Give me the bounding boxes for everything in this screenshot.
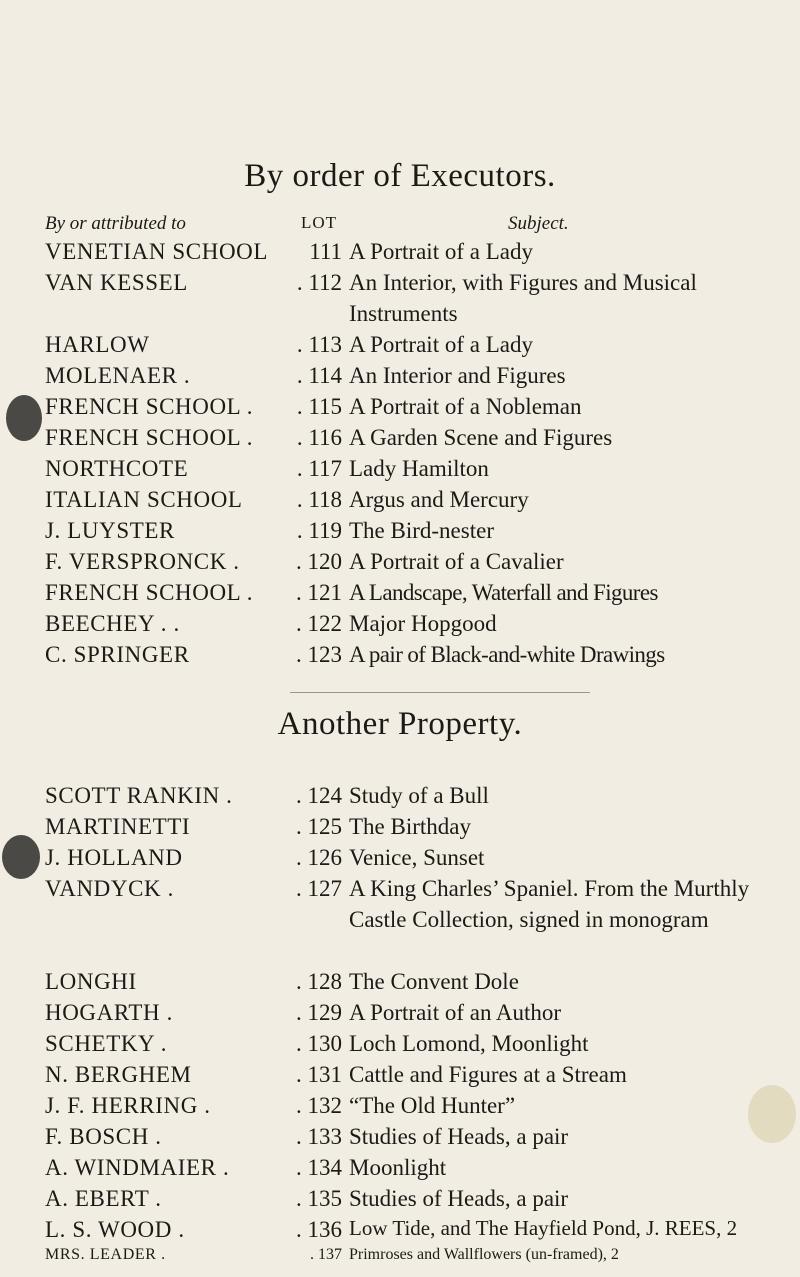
artist-name: F. BOSCH . — [45, 1124, 162, 1149]
subject-text: Low Tide, and The Hayfield Pond, J. REES, 2 — [349, 1216, 738, 1240]
artist-name: LONGHI — [45, 969, 137, 994]
artist-name: FRENCH SCHOOL . — [45, 580, 254, 605]
lot-number: . 136 — [296, 1217, 342, 1242]
subject-text: An Interior, with Figures and Musical Instruments — [349, 270, 697, 326]
column-header-subject: Subject. — [508, 213, 569, 234]
artist-name: VANDYCK . — [45, 876, 174, 901]
artist-name: F. VERSPRONCK . — [45, 549, 240, 574]
artist-name: NORTHCOTE — [45, 456, 189, 481]
subject-text: Lady Hamilton — [349, 456, 489, 481]
artist-name: BEECHEY . . — [45, 611, 180, 636]
subject-text: A King Charles’ Spaniel. From the Murthly Castle Collection, signed in monogram — [349, 876, 750, 932]
subject-text: A Garden Scene and Figures — [349, 425, 613, 450]
artist-name: J. LUYSTER — [45, 518, 175, 543]
artist-name: MOLENAER . — [45, 363, 191, 388]
lot-number: . 137 — [310, 1246, 342, 1263]
lot-number: . 115 — [296, 394, 342, 419]
subject-text: Primroses and Wallflowers (un-framed), 2 — [349, 1246, 619, 1263]
lot-number: . 116 — [296, 425, 342, 450]
subject-text: Argus and Mercury — [349, 487, 529, 512]
artist-name: MRS. LEADER . — [45, 1246, 166, 1263]
artist-name: A. EBERT . — [45, 1186, 162, 1211]
artist-name: VENETIAN SCHOOL — [45, 239, 269, 264]
lot-number: . 134 — [296, 1155, 342, 1180]
paper-stain — [2, 835, 40, 879]
artist-name: L. S. WOOD . — [45, 1217, 185, 1242]
section-heading: Another Property. — [277, 706, 523, 742]
subject-text: “The Old Hunter” — [349, 1093, 516, 1118]
artist-name: C. SPRINGER — [45, 642, 190, 667]
lot-number: . 122 — [296, 611, 342, 636]
subject-text: Studies of Heads, a pair — [349, 1124, 569, 1149]
artist-name: ITALIAN SCHOOL — [45, 487, 243, 512]
paper-stain — [6, 395, 42, 441]
lot-number: . 114 — [296, 363, 342, 388]
lot-number: . 131 — [296, 1062, 342, 1087]
subject-text: A Portrait of an Author — [349, 1000, 562, 1025]
subject-text: The Bird-nester — [349, 518, 494, 543]
artist-name: HARLOW — [45, 332, 150, 357]
lot-number: . 121 — [296, 580, 342, 605]
artist-name: J. HOLLAND — [45, 845, 183, 870]
subject-text: A Landscape, Waterfall and Figures — [349, 580, 658, 605]
artist-name: VAN KESSEL — [45, 270, 188, 295]
lot-number: . 127 — [296, 876, 342, 901]
lot-number: . 129 — [296, 1000, 342, 1025]
subject-text: An Interior and Figures — [349, 363, 566, 388]
subject-text: The Convent Dole — [349, 969, 519, 994]
subject-text: A Portrait of a Lady — [349, 239, 533, 264]
lot-number: . 120 — [296, 549, 342, 574]
lot-number: . 124 — [296, 783, 342, 808]
lot-number: . 135 — [296, 1186, 342, 1211]
lot-number: . 117 — [296, 456, 342, 481]
subject-text: Moonlight — [349, 1155, 447, 1180]
subject-text: The Birthday — [349, 814, 471, 839]
artist-name: N. BERGHEM — [45, 1062, 192, 1087]
subject-text: Studies of Heads, a pair — [349, 1186, 569, 1211]
lot-number: . 128 — [296, 969, 342, 994]
artist-name: A. WINDMAIER . — [45, 1155, 230, 1180]
lot-number: . 123 — [296, 642, 342, 667]
subject-text: A Portrait of a Lady — [349, 332, 533, 357]
column-header-lot: LOT — [301, 213, 338, 232]
subject-text: Venice, Sunset — [349, 845, 485, 870]
column-header-artist: By or attributed to — [45, 213, 186, 234]
artist-name: FRENCH SCHOOL . — [45, 394, 254, 419]
subject-text: Cattle and Figures at a Stream — [349, 1062, 627, 1087]
subject-text: Loch Lomond, Moonlight — [349, 1031, 589, 1056]
lot-number: 111 — [309, 239, 342, 264]
lot-number: . 133 — [296, 1124, 342, 1149]
artist-name: FRENCH SCHOOL . — [45, 425, 254, 450]
page-title: By order of Executors. — [244, 158, 556, 194]
lot-number: . 113 — [296, 332, 342, 357]
artist-name: J. F. HERRING . — [45, 1093, 211, 1118]
artist-name: SCOTT RANKIN . — [45, 783, 233, 808]
lot-number: . 130 — [296, 1031, 342, 1056]
subject-text: Major Hopgood — [349, 611, 497, 636]
subject-text: A Portrait of a Nobleman — [349, 394, 582, 419]
lot-entry — [0, 1244, 800, 1277]
artist-name: HOGARTH . — [45, 1000, 173, 1025]
lot-number: . 112 — [296, 270, 342, 295]
subject-text: A pair of Black-and-white Drawings — [349, 642, 665, 667]
artist-name: SCHETKY . — [45, 1031, 168, 1056]
subject-text: Study of a Bull — [349, 783, 489, 808]
section-divider — [290, 692, 590, 693]
lot-number: . 125 — [296, 814, 342, 839]
lot-number: . 126 — [296, 845, 342, 870]
lot-number: . 119 — [296, 518, 342, 543]
artist-name: MARTINETTI — [45, 814, 191, 839]
lot-number: . 132 — [296, 1093, 342, 1118]
lot-number: . 118 — [296, 487, 342, 512]
subject-text: A Portrait of a Cavalier — [349, 549, 564, 574]
